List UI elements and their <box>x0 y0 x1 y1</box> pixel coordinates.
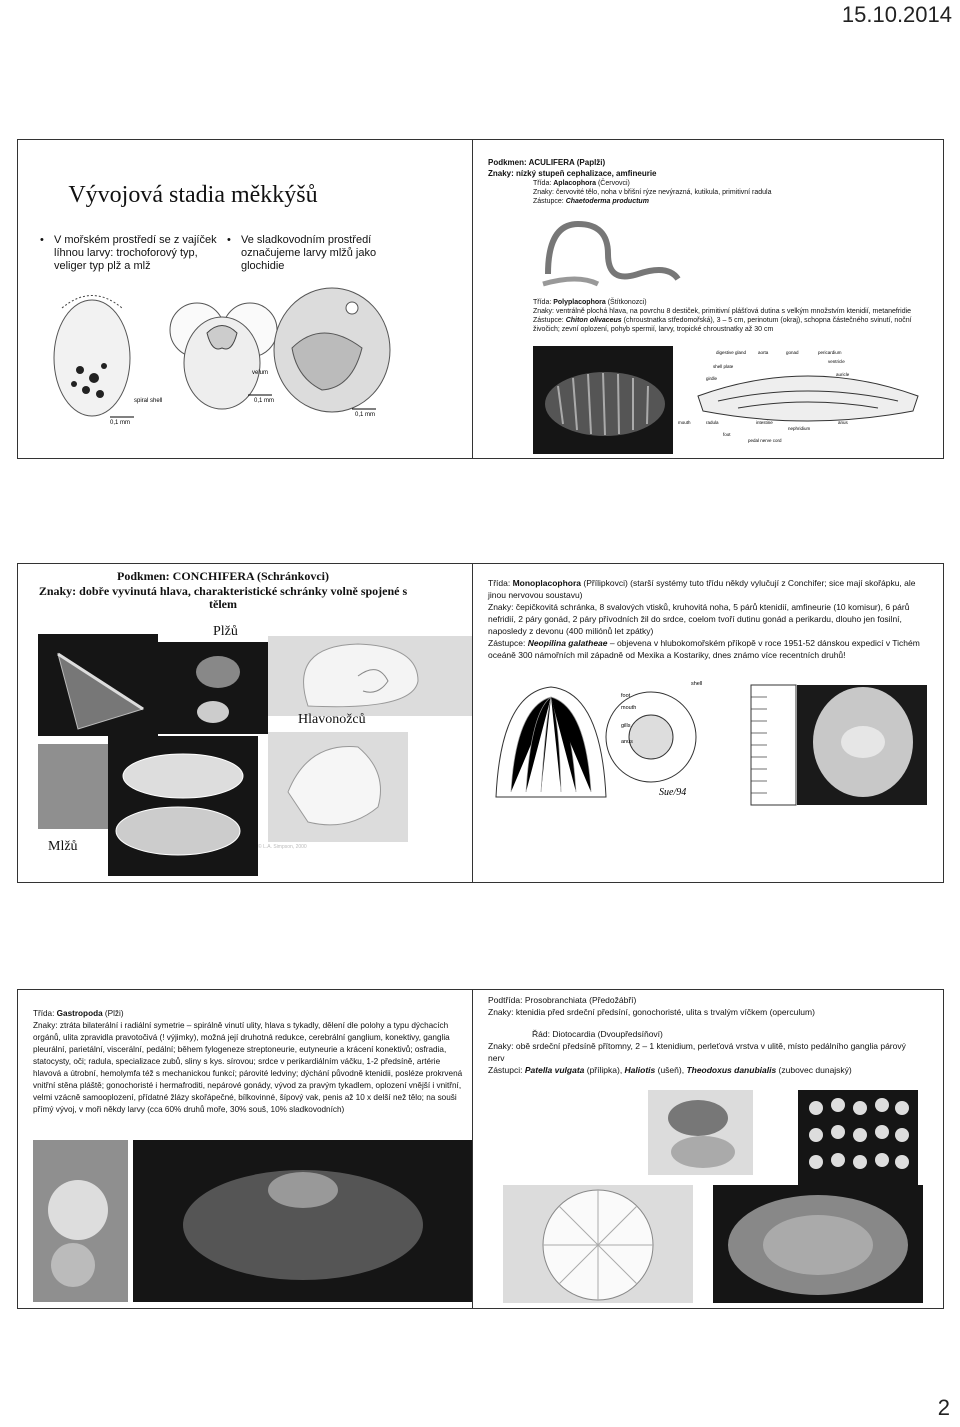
slide-conchifera <box>17 563 489 883</box>
diagram-label: auricle <box>836 372 850 377</box>
bullet-freshwater-larvae: • Ve sladkovodním prostředí označujeme larvy mlžů jako glochidie <box>241 234 381 273</box>
diagram-label: radula <box>706 420 719 425</box>
diagram-label: mouth <box>678 420 691 425</box>
diagram-label: intestine <box>756 420 773 425</box>
subclass-traits: Znaky: ktenidia před srdeční předsíní, gonochoristé, ulita s trvalým víčkem (operculum) <box>488 1007 815 1017</box>
oyster-photo <box>38 744 108 829</box>
diagram-label: foot <box>723 432 731 437</box>
neopilina-figure <box>491 677 931 807</box>
slide-larval-stages <box>17 139 489 459</box>
diagram-label: mouth <box>621 705 637 711</box>
photo-watermark: © L.A. Simpson, 2000 <box>258 844 307 850</box>
label-bivalves: Mlžů <box>48 839 78 854</box>
larvae-figure <box>22 278 402 426</box>
diagram-label: anus <box>838 420 848 425</box>
chiton-photo <box>533 346 673 454</box>
nautilus-photo <box>268 636 478 716</box>
veliger-larva-drawing <box>54 296 130 417</box>
gastropoda-text: Třída: Gastropoda (Plži) Znaky: ztráta bilaterální i radiální symetrie – spirálně vinutí ulity, hlava s tykadly, dělení dle polohy a typu dýchacích orgánů, ulita zpravidla pravotočivá (! výjimky), možná její druhotná redukce, cerebrální ganglium, konektivy, ganglia pleurální, parietální, viscerální, pedální; během fylogeneze streptoneurie, eutyneurie a krácení konektivů; osfradia, statocysty, oči; radula, specializace zubů, sliny s kys. sírovou; srdce v perikardiálním váčku, 1-2 předsíně, artérie hlavová a útrobní, hemolymfa též s mechanickou funkcí; párovité ledviny; dýchání původně ktenidii, posléze prokrvená vnitřní stěna pláště; gonochoristé i hermafroditi, nepárové gonády, vývod za pravým tykadlem, oplození vnější i vnitřní, velmi vzácně samooplození, přídatné žlázy skořápečné, bílkovinné, šípový vak, penis až 10 x delší než tělo; na souši přímý vývoj, v moři někdy larvy (cca 60% druhů moře, 30% souš, 10% sladkovodních) <box>33 1009 463 1114</box>
diagram-label: nephridium <box>788 426 811 431</box>
representatives: Zástupci: Patella vulgata (přílipka), Haliotis (ušeň), Theodoxus danubialis (zubovec dunajský) <box>488 1065 852 1075</box>
sea-snail-photo <box>133 1140 473 1302</box>
slide-title: Vývojová stadia měkkýšů <box>68 182 318 208</box>
label-gastropods: Plžů <box>213 624 238 639</box>
land-snails-photo <box>33 1140 128 1302</box>
label-velum: velum <box>252 370 269 376</box>
chiton-anatomy-diagram <box>678 346 938 454</box>
subphylum-traits: Znaky: dobře vyvinutá hlava, charakteristické schránky volně spojené s tělem <box>38 584 408 611</box>
subphylum-traits: Znaky: nízký stupeň cephalizace, amfineurie <box>488 169 657 178</box>
diagram-label: ventricle <box>828 359 845 364</box>
page-number: 2 <box>937 1395 950 1420</box>
bullet-marine-larvae: • V mořském prostředí se z vajíček líhnou larvy: trochoforový typ, veliger typ plž a mlž <box>54 234 222 273</box>
diagram-label: shell <box>691 681 703 687</box>
diagram-label: gonad <box>786 350 799 355</box>
prosobranchiata-text <box>488 994 918 1076</box>
slide-monoplacophora <box>472 563 944 883</box>
diagram-label: gills <box>621 723 631 729</box>
diagram-label: girdle <box>706 376 718 381</box>
aplacophora-block: Třída: Aplacophora (Červovci) Znaky: červovité tělo, noha v břišní rýze nevýrazná, kutikula, primitivní radula Zástupce: Chaetoderma productum <box>533 180 772 205</box>
theodoxus-photo <box>798 1090 918 1185</box>
patella-haliotis-photo <box>648 1090 753 1175</box>
abalone-photo <box>713 1185 923 1303</box>
diagram-label: aorta <box>758 350 769 355</box>
diagram-label: pedal nerve cord <box>748 438 782 443</box>
subclass-heading: Podtřída: Prosobranchiata (Předožábří) <box>488 995 637 1005</box>
scale-label-1: 0,1 mm <box>110 420 131 426</box>
slide-aculifera <box>472 139 944 459</box>
order-traits: Znaky: obě srdeční předsíně přítomny, 2 – 1 ktenidium, perleťová vrstva v ulitě, místo pedálního ganglia párový nerv <box>488 1041 906 1063</box>
cone-shell-photo <box>38 634 158 736</box>
diagram-label: shell plate <box>713 364 734 369</box>
limpet-shell-photo <box>503 1185 693 1303</box>
label-cephalopods: Hlavonožců <box>298 712 366 727</box>
slide-gastropoda <box>17 989 489 1309</box>
subphylum-heading: Podkmen: CONCHIFERA (Schránkovci) <box>116 569 329 583</box>
scale-label-2: 0,1 mm <box>254 398 275 404</box>
order-heading: Řád: Diotocardia (Dvoupředsíňoví) <box>532 1029 663 1039</box>
abalone-shells-photo <box>158 642 268 734</box>
veliger-spiral-shell-drawing <box>170 303 277 409</box>
diagram-label: anus <box>621 739 633 745</box>
artist-signature: Sue/94 <box>659 787 687 798</box>
polyplacophora-block: Třída: Polyplacophora (Štítkonozci) Znaky: ventrálně plochá hlava, na povrchu 8 destiček, primitivní plášťová dutina s velkým množstvím ktenidií, metanefridie Zástupce: Chiton olivaceus (chroustnatka středomořská), 3 – 5 cm, perinotum (okraj), schopna částečného svinutí, noční živočich; zevní oplození, pohyb spermií, larvy, tropické chroustnatky až 30 cm <box>533 299 912 333</box>
diagram-label: foot <box>621 693 631 699</box>
label-spiral-shell: spiral shell <box>134 398 163 404</box>
scale-label-3: 0,1 mm <box>355 412 376 418</box>
print-date: 15.10.2014 <box>841 2 952 27</box>
monoplacophora-text: Třída: Monoplacophora (Přílipkovci) (starší systémy tuto třídu někdy vylučují z Conchifer; sice mají skořápku, ale jinou nervovou soustavu) Znaky: čepičkovitá schránka, 8 svalových vtisků, kruhovitá noha, 5 párů ktenidií, amfineurie (10 komisur), 6 párů nefridií, 2 páry gonád, 2 páry přívodních žil do srdce, coelom tvoří dutinu gonád a perikardu, dlouho jen fosilní, naposledy z devonu (400 miliónů let zpátky) Zástupce: Neopilina galatheae – objevena v hlubokomořském příkopě v roce 1951-52 dánskou expedicí v Tichém oceáně 300 námořních mil západně od Mexika a Kostariky, dnes známo více recentních druhů! <box>488 578 920 660</box>
argonaut-shell-photo <box>268 732 408 842</box>
glochidium-drawing <box>274 288 390 412</box>
subphylum-heading: Podkmen: ACULIFERA (Paplži) <box>488 158 606 167</box>
diagram-label: pericardium <box>818 350 842 355</box>
chaetoderma-photo <box>538 214 688 294</box>
slide-prosobranchiata <box>472 989 944 1309</box>
mussel-shells-photo <box>108 736 258 876</box>
diagram-label: digestive gland <box>716 350 747 355</box>
